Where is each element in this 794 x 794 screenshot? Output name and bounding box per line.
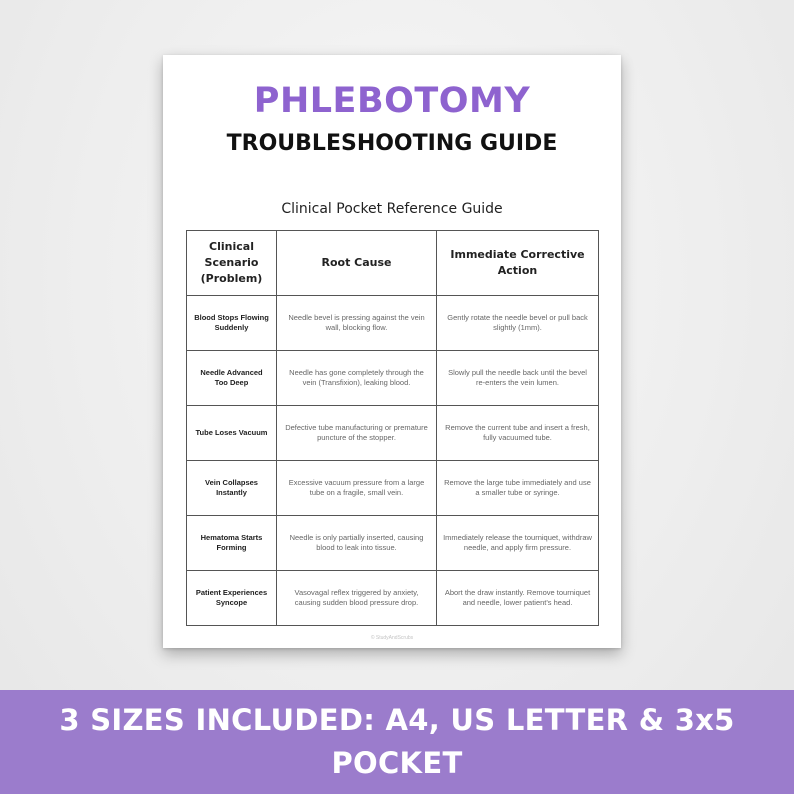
troubleshooting-table [186,230,599,626]
action-cell: Remove the current tube and insert a fresh, fully vacuumed tube. [437,406,599,461]
action-cell: Immediately release the tourniquet, withdraw needle, and apply firm pressure. [437,516,599,571]
problem-cell: Vein Collapses Instantly [187,461,277,516]
cause-cell: Needle bevel is pressing against the vein wall, blocking flow. [277,296,437,351]
cause-cell: Needle has gone completely through the vein (Transfixion), leaking blood. [277,351,437,406]
action-cell: Remove the large tube immediately and use a smaller tube or syringe. [437,461,599,516]
table-row [187,461,599,516]
problem-cell: Hematoma Starts Forming [187,516,277,571]
action-cell: Slowly pull the needle back until the bevel re-enters the vein lumen. [437,351,599,406]
header-root-cause: Root Cause [277,231,437,296]
cause-cell: Needle is only partially inserted, causing blood to leak into tissue. [277,516,437,571]
header-corrective-action: Immediate Corrective Action [437,231,599,296]
table-caption: Clinical Pocket Reference Guide [281,201,503,217]
problem-cell: Tube Loses Vacuum [187,406,277,461]
promo-banner [0,690,794,794]
problem-cell: Blood Stops Flowing Suddenly [187,296,277,351]
problem-cell: Patient Experiences Syncope [187,571,277,626]
cause-cell: Defective tube manufacturing or premature puncture of the stopper. [277,406,437,461]
table-header-row [187,231,599,296]
cause-cell: Vasovagal reflex triggered by anxiety, causing sudden blood pressure drop. [277,571,437,626]
page-subtitle: TROUBLESHOOTING GUIDE [226,131,558,156]
table-row [187,351,599,406]
table-row [187,296,599,351]
watermark-text: © StudyAndScrubs [370,635,414,641]
page-title: PHLEBOTOMY [253,81,531,121]
banner-text: 3 SIZES INCLUDED: A4, US LETTER & 3x5 POCKET [59,703,735,780]
action-cell: Abort the draw instantly. Remove tourniquet and needle, lower patient's head. [437,571,599,626]
table-row [187,406,599,461]
problem-cell: Needle Advanced Too Deep [187,351,277,406]
header-clinical-scenario: Clinical Scenario (Problem) [187,231,277,296]
action-cell: Gently rotate the needle bevel or pull back slightly (1mm). [437,296,599,351]
table-row [187,516,599,571]
table-row [187,571,599,626]
cause-cell: Excessive vacuum pressure from a large tube on a fragile, small vein. [277,461,437,516]
document-page [163,55,621,648]
